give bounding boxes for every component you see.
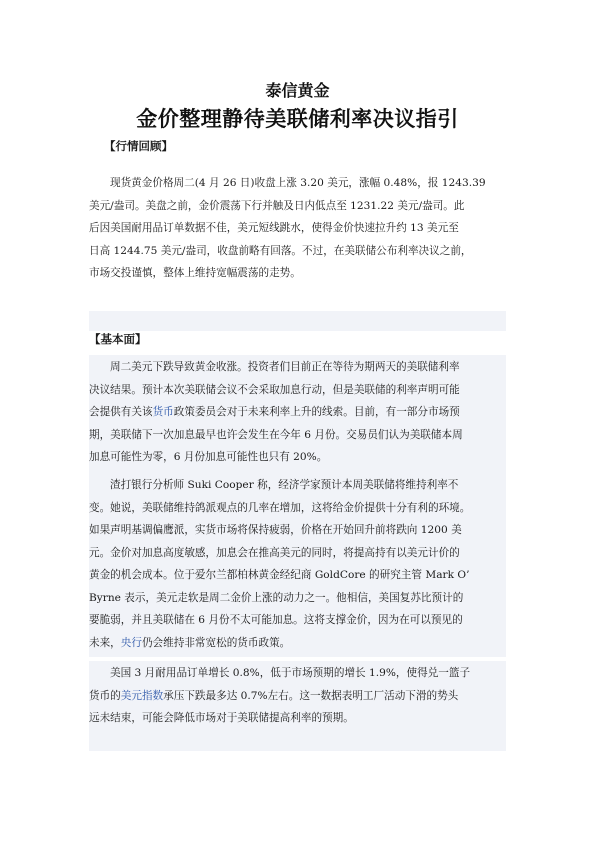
text-line: 黄金的机会成本。位于爱尔兰都柏林黄金经纪商 GoldCore 的研究主管 Mark O’ [89,569,470,581]
fundamentals-paragraph-1 [89,356,506,469]
company-name: 泰信黄金 [265,81,330,100]
review-paragraph [89,172,506,285]
text-line: 元。金价对加息高度敏感，加息会在推高美元的同时，将提高持有以美元计价的 [89,546,460,559]
text-line [89,632,506,655]
text-line: 如果声明基调偏鹰派，实货市场将保持疲弱，价格在开始回升前将跌向 1200 美 [89,524,462,536]
text-line: 现货黄金价格周二(4 月 26 日)收盘上涨 3.20 美元，涨幅 0.48%，报 1243.39 [110,177,486,189]
text-segment: 政策委员会对于未来利率上升的线索。目前，有一部分市场预 [173,406,460,418]
section-heading-fundamentals: 【基本面】 [89,332,147,346]
text-segment: 承压下跌最多达 0.7%左右。这一数据表明工厂活动下滑的势头 [163,689,459,702]
text-segment: 仍会维持非常宽松的货币政策。 [141,636,291,649]
text-line: 周二美元下跌导致黄金收涨。投资者们目前正在等待为期两天的美联储利率 [110,361,460,373]
text-segment: 未来， [89,636,121,649]
text-line: 要脆弱，并且美联储在 6 月份不太可能加息。这将支撑金价，因为在可以预见的 [89,614,463,626]
text-line [89,401,506,424]
text-line: 加息可能性为零，6 月份加息可能性也只有 20%。 [89,451,328,463]
text-segment: 会提供有关该 [89,406,153,418]
text-line [89,685,506,708]
text-line: 期，美联储下一次加息最早也许会发生在今年 6 月份。交易员们认为美联储本周 [89,428,463,441]
link-central-bank[interactable]: 央行 [120,636,142,649]
section-heading-review: 【行情回顾】 [104,139,173,153]
text-segment: 货币的 [89,689,121,702]
text-line: 市场交投谨慎，整体上维持宽幅震荡的走势。 [89,267,301,279]
text-line: 渣打银行分析师 Suki Cooper 称，经济学家预计本周美联储将维持利率不 [110,479,459,491]
text-line: 决议结果。预计本次美联储会议不会采取加息行动，但是美联储的利率声明可能 [89,383,460,396]
text-line: 远未结束，可能会降低市场对于美联储提高利率的预期。 [89,712,354,724]
shaded-band [89,311,506,331]
text-line: 日高 1244.75 美元/盎司，收盘前略有回落。不过，在美联储公布利率决议之前， [89,244,472,257]
fundamentals-paragraph-2 [89,474,506,654]
link-dollar-index[interactable]: 美元指数 [120,689,164,702]
text-line: 变。她说，美联储维持鸽派观点的几率在增加，这将给金价提供十分有利的环境。 [89,501,471,514]
link-currency[interactable]: 货币 [152,406,174,418]
text-line: Byrne 表示，美元走软是周二金价上涨的动力之一。他相信，美国复苏比预计的 [89,591,464,604]
document-title: 金价整理静待美联储利率决议指引 [136,107,459,131]
fundamentals-paragraph-3 [89,662,506,730]
text-line: 美元/盎司。美盘之前，金价震荡下行并触及日内低点至 1231.22 美元/盎司。此 [89,199,465,212]
text-line: 美国 3 月耐用品订单增长 0.8%，低于市场预期的增长 1.9%，使得兑一篮子 [110,667,471,679]
text-line: 后因美国耐用品订单数据不佳，美元短线跳水，使得金价快速拉升约 13 美元至 [89,222,459,234]
